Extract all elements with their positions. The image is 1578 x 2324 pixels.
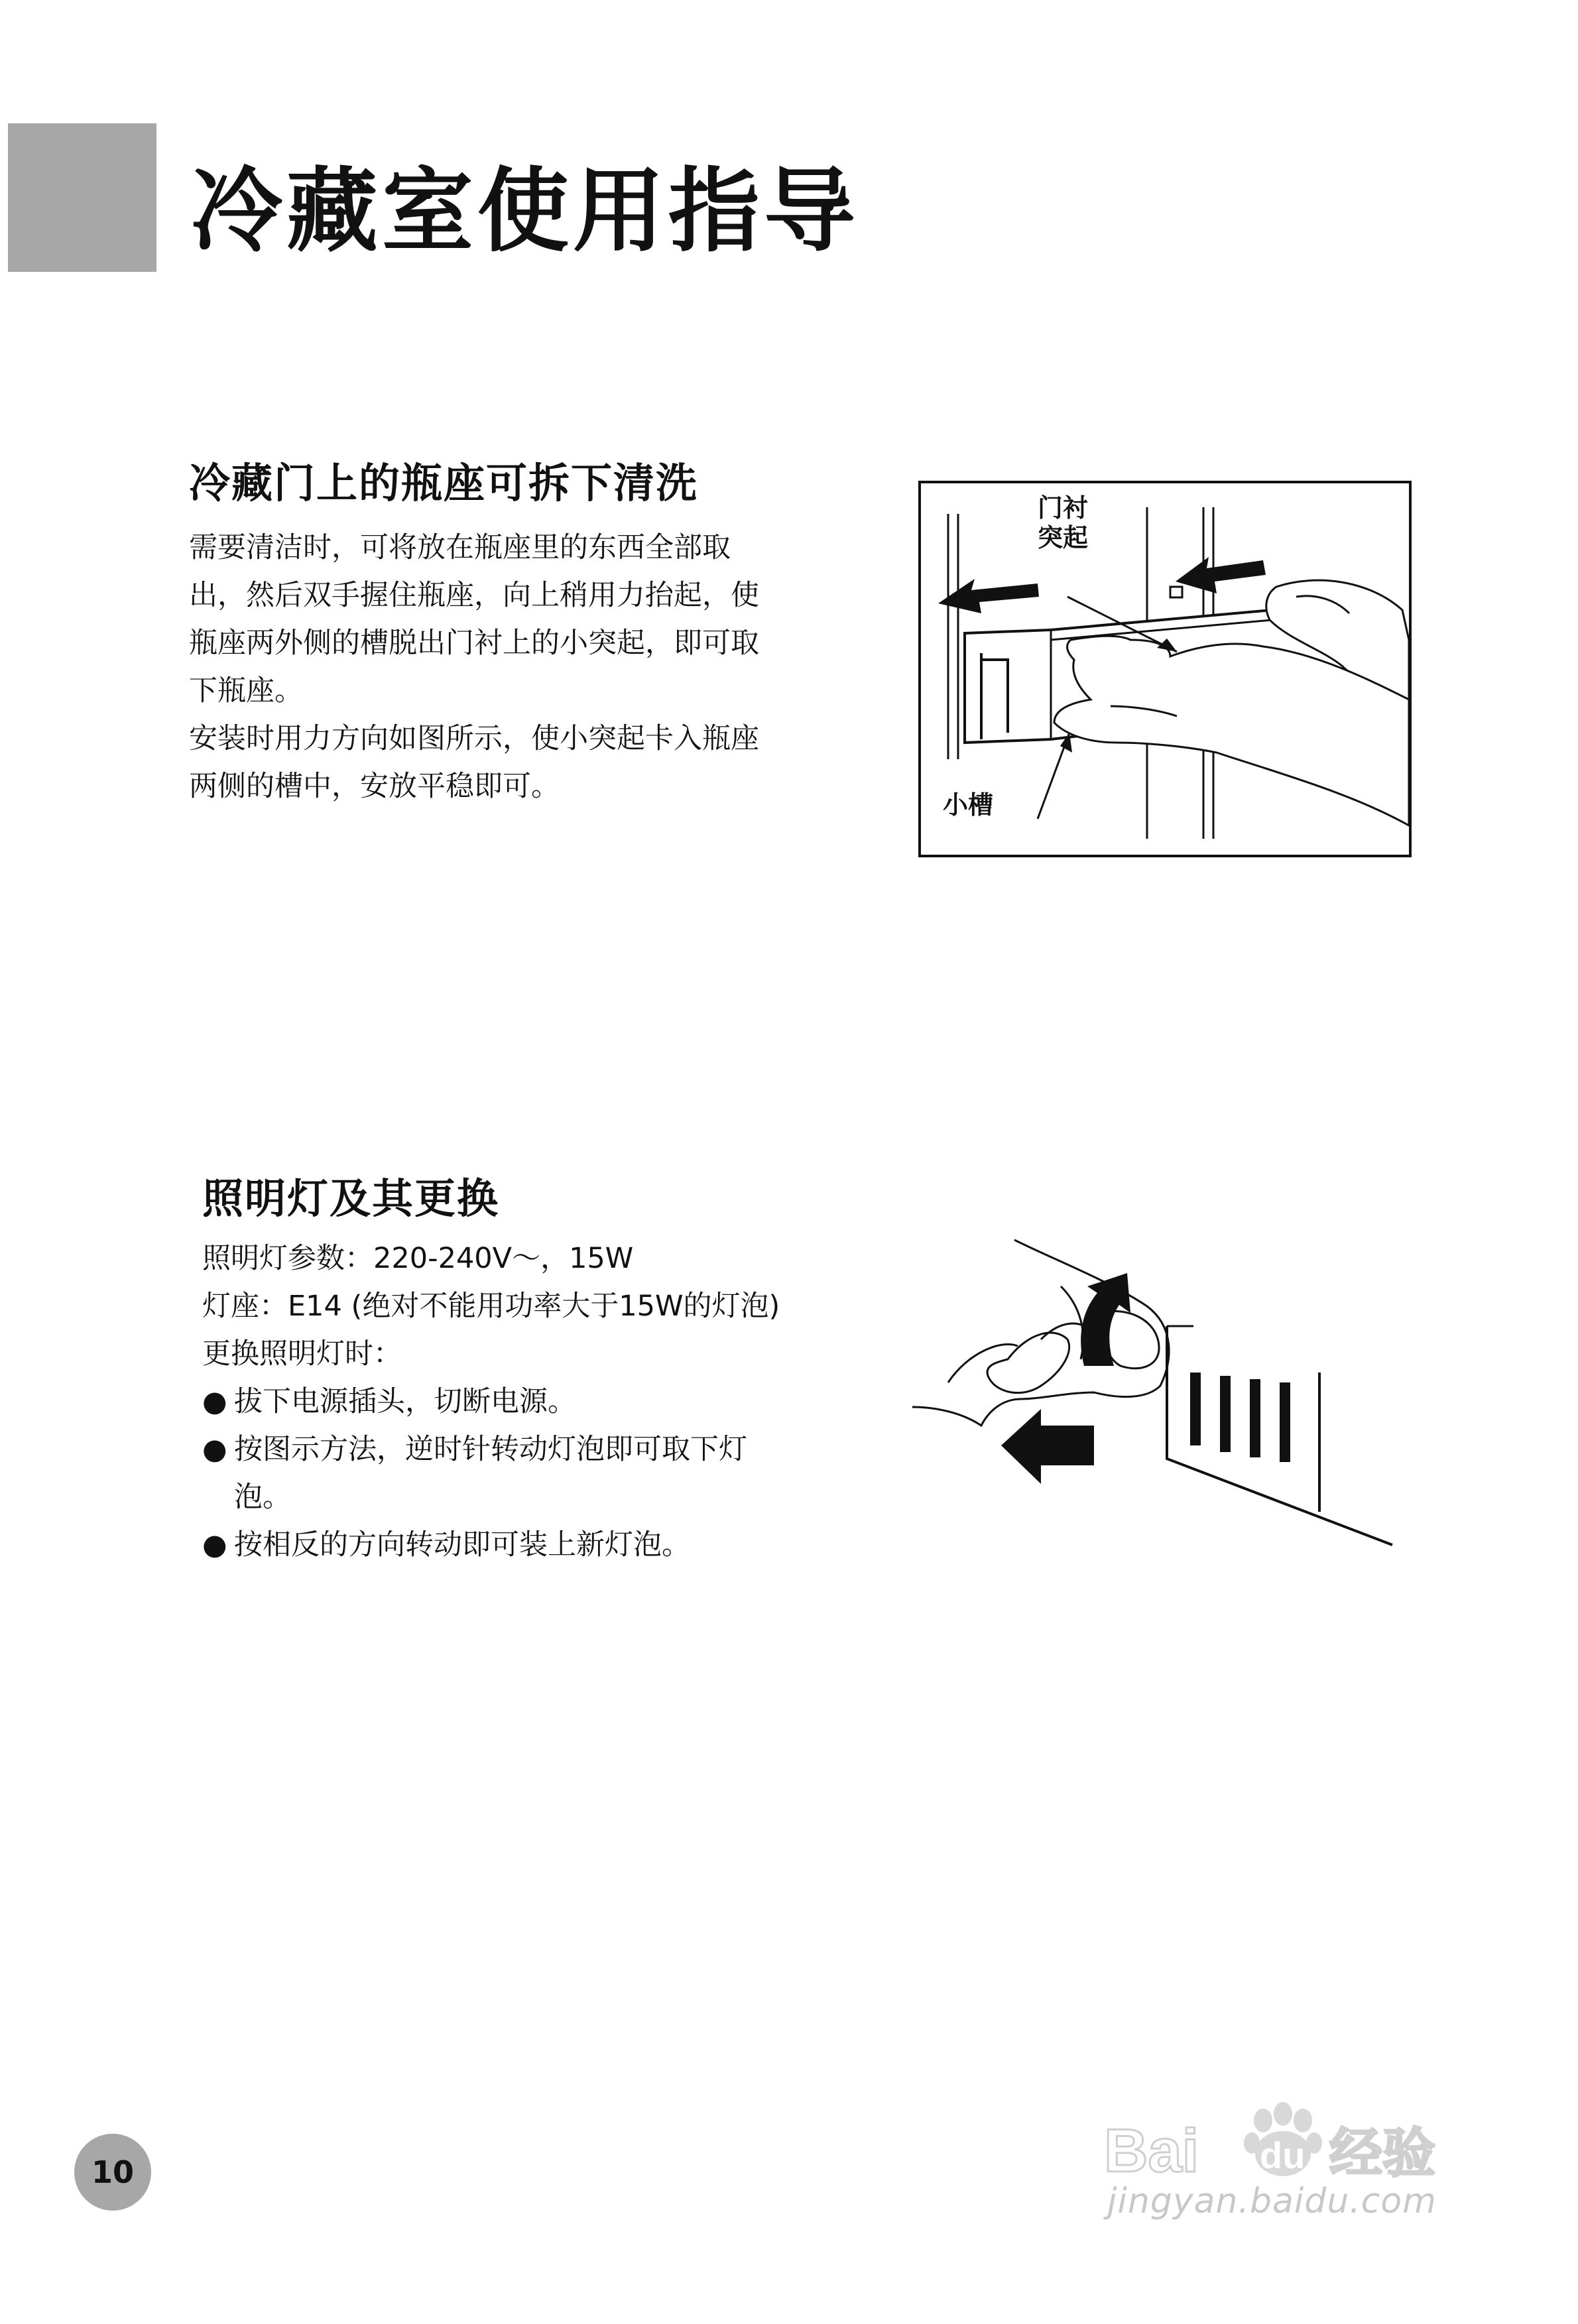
page-title: 冷藏室使用指导	[191, 158, 860, 265]
light-instructions	[202, 1235, 780, 1569]
bullet-text-2: 按图示方法，逆时针转动灯泡即可取下灯	[234, 1433, 747, 1466]
watermark-url: jingyan.baidu.com	[1107, 2181, 1437, 2221]
watermark-brand-b: du	[1260, 2134, 1305, 2176]
bottle-line-5: 安装时用力方向如图所示，使小突起卡入瓶座	[189, 722, 759, 755]
bullet-item	[202, 1521, 780, 1569]
bottle-instructions	[189, 524, 759, 810]
label-door-liner: 门衬	[1038, 493, 1089, 522]
bullet-item	[202, 1426, 780, 1473]
chapter-tab	[8, 123, 156, 272]
bullet-dot: ●	[202, 1385, 227, 1418]
page-number: 10	[74, 2134, 151, 2211]
section-title-light: 照明灯及其更换	[202, 1174, 500, 1223]
light-bulb-illustration	[908, 1233, 1406, 1565]
paw-logo-icon	[1101, 2102, 1472, 2181]
watermark-brand-cn: 经验	[1329, 2122, 1435, 2181]
bullet-text-1: 拔下电源插头，切断电源。	[234, 1385, 576, 1418]
bottle-line-2: 出，然后双手握住瓶座，向上稍用力抬起，使	[189, 579, 759, 612]
baidu-watermark-logo	[1101, 2102, 1472, 2181]
bullet-item	[202, 1378, 780, 1426]
bullet-text-2-continuation: 泡。	[234, 1481, 291, 1514]
label-protrusion: 突起	[1038, 523, 1089, 552]
bullet-dot: ●	[202, 1433, 227, 1466]
watermark-brand-a: Bai	[1104, 2117, 1199, 2181]
label-slot: 小槽	[943, 790, 994, 820]
light-replace-heading: 更换照明灯时：	[202, 1337, 402, 1371]
light-params: 照明灯参数：220-240V～，15W	[202, 1242, 634, 1275]
bottle-line-3: 瓶座两外侧的槽脱出门衬上的小突起，即可取	[189, 627, 759, 660]
bullet-dot: ●	[202, 1528, 227, 1561]
bottle-line-1: 需要清洁时，可将放在瓶座里的东西全部取	[189, 531, 731, 564]
light-socket: 灯座：E14 (绝对不能用功率大于15W的灯泡)	[202, 1290, 780, 1323]
light-bulb-figure	[908, 1233, 1406, 1565]
section-title-bottle: 冷藏门上的瓶座可拆下清洗	[189, 459, 699, 507]
bottle-holder-figure	[918, 481, 1412, 857]
bullet-text-3: 按相反的方向转动即可装上新灯泡。	[234, 1528, 690, 1561]
bottle-line-4: 下瓶座。	[189, 674, 303, 707]
bottle-line-6: 两侧的槽中，安放平稳即可。	[189, 770, 560, 803]
